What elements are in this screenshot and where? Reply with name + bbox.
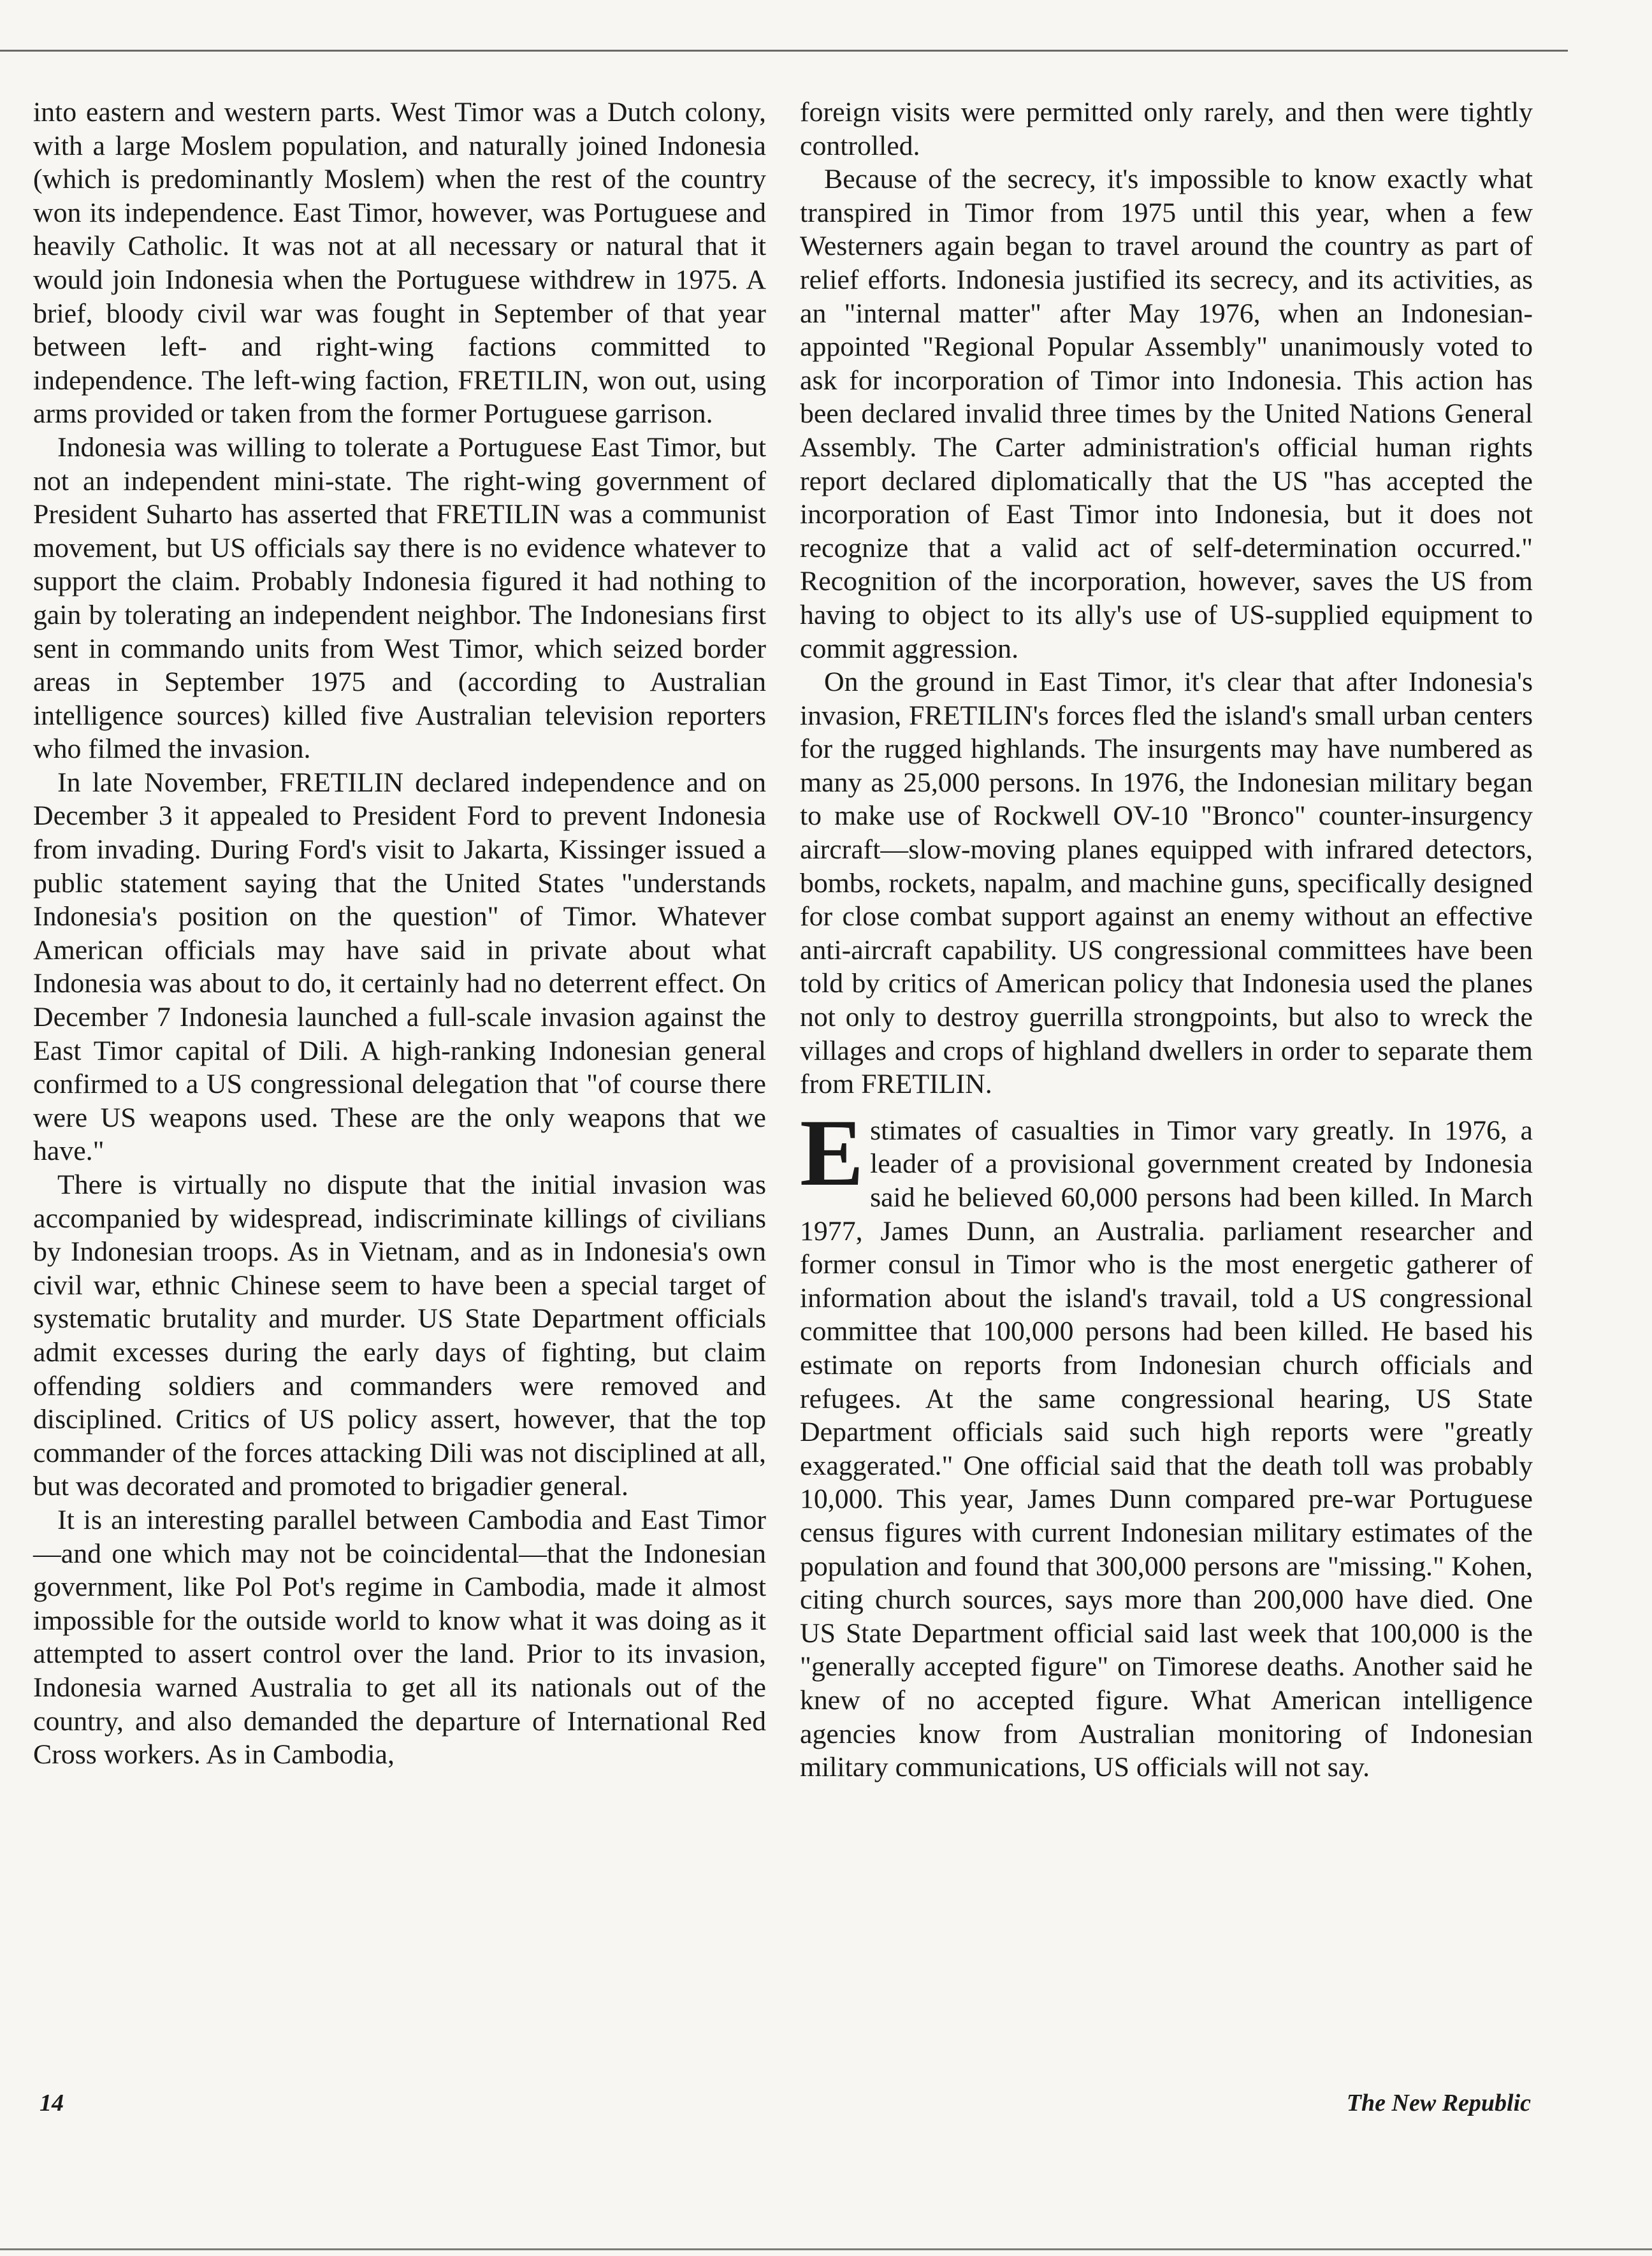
paragraph: On the ground in East Timor, it's clear that after Indonesia's invasion, FRETILIN's forces fled the island's small urban centers for the rugged highlands. The insurgents may have numbered as many as 25,000 persons. In 1976, the Indonesian military began to make use of Rockwell OV-10 "Bronco" counter-insurgency aircraft—slow-moving planes equipped with infrared detectors, bombs, rockets, napalm, and machine guns, specifically designed for close combat support against an enemy without an effective anti-aircraft capability. US congressional committees have been told by critics of American policy that Indonesia used the planes not only to destroy guerrilla strongpoints, but also to wreck the villages and crops of highland dwellers in order to separate them from FRETILIN.: [800, 667, 1533, 1100]
page-number: 14: [40, 2090, 64, 2116]
paragraph: In late November, FRETILIN declared independence and on December 3 it appealed to President Ford to prevent Indonesia from invading. During Ford's visit to Jakarta, Kissinger issued a public statement saying that the United States "understands Indonesia's position on the question" of Timor. Whatever American officials may have said in private about what Indonesia was about to do, it certainly had no deterrent effect. On December 7 Indonesia launched a full-scale invasion against the East Timor capital of Dili. A high-ranking Indonesian general confirmed to a US congressional delegation that "of course there were US weapons used. These are the only weapons that we have.": [33, 767, 766, 1167]
left-column: [33, 96, 766, 1772]
drop-cap: E: [800, 1099, 864, 1206]
paragraph: Indonesia was willing to tolerate a Portuguese East Timor, but not an independent mini-state. The right-wing government of President Suharto has asserted that FRETILIN was a communist movement, but US officials say there is no evidence whatever to support the claim. Probably Indonesia figured it had nothing to gain by tolerating an independent neighbor. The Indonesians first sent in commando units from West Timor, which seized border areas in September 1975 and (according to Australian intelligence sources) killed five Australian television reporters who filmed the invasion.: [33, 431, 766, 765]
paragraph: There is virtually no dispute that the initial invasion was accompanied by widespread, indiscriminate killings of civilians by Indonesian troops. As in Vietnam, and as in Indonesia's own civil war, ethnic Chinese seem to have been a special target of systematic brutality and murder. US State Department officials admit excesses during the early days of fighting, but claim offending soldiers and commanders were removed and disciplined. Critics of US policy assert, however, that the top commander of the forces attacking Dili was not disciplined at all, but was decorated and promoted to brigadier general.: [33, 1169, 766, 1502]
section-opening-text: stimates of casualties in Timor vary greatly. In 1976, a leader of a provisional government created by Indonesia said he believed 60,000 persons had been killed. In March 1977, James Dunn, an Australia. parliament researcher and former consul in Timor who is the most energetic gatherer of information about the island's travail, told a US congressional committee that 100,000 persons had been killed. He based his estimate on reports from Indonesian church officials and refugees. At the same congressional hearing, US State Department officials said such high reports were "greatly exaggerated." One official said that the death toll was probably 10,000. This year, James Dunn compared pre-war Portuguese census figures with current Indonesian military estimates of the population and found that 300,000 persons are "missing." Kohen, citing church sources, says more than 200,000 have died. One US State Department official said last week that 100,000 is the "generally accepted figure" on Timorese deaths. Another said he knew of no accepted figure. What American intelligence agencies know from Australian monitoring of Indonesian military communications, US officials will not say.: [800, 1115, 1533, 1783]
section-opening-paragraph: [800, 1099, 1533, 1784]
paragraph: Because of the secrecy, it's impossible to know exactly what transpired in Timor from 1975 until this year, when a few Westerners again began to travel around the country as part of relief efforts. Indonesia justified its secrecy, and its activities, as an "internal matter" after May 1976, when an Indonesian-appointed "Regional Popular Assembly" unanimously voted to ask for incorporation of Timor into Indonesia. This action has been declared invalid three times by the United Nations General Assembly. The Carter administration's official human rights report declared diplomatically that the US "has accepted the incorporation of East Timor into Indonesia, but it does not recognize that a valid act of self-determination occurred." Recognition of the incorporation, however, saves the US from having to object to its ally's use of US-supplied equipment to commit aggression.: [800, 164, 1533, 664]
paragraph: It is an interesting parallel between Cambodia and East Timor—and one which may not be coincidental—that the Indonesian government, like Pol Pot's regime in Cambodia, made it almost impossible for the outside world to know what it was doing as it attempted to assert control over the land. Prior to its invasion, Indonesia warned Australia to get all its nationals out of the country, and also demanded the departure of International Red Cross workers. As in Cambodia,: [33, 1504, 766, 1770]
paragraph: foreign visits were permitted only rarely, and then were tightly controlled.: [800, 97, 1533, 161]
publication-name: The New Republic: [1346, 2090, 1531, 2116]
top-rule: [0, 50, 1568, 52]
bottom-rule: [0, 2248, 1652, 2250]
right-column: [800, 96, 1533, 1784]
paragraph: into eastern and western parts. West Timor was a Dutch colony, with a large Moslem population, and naturally joined Indonesia (which is predominantly Moslem) when the rest of the country won its independence. East Timor, however, was Portuguese and heavily Catholic. It was not at all necessary or natural that it would join Indonesia when the Portuguese withdrew in 1975. A brief, bloody civil war was fought in September of that year between left- and right-wing factions committed to independence. The left-wing faction, FRETILIN, won out, using arms provided or taken from the former Portuguese garrison.: [33, 97, 766, 430]
